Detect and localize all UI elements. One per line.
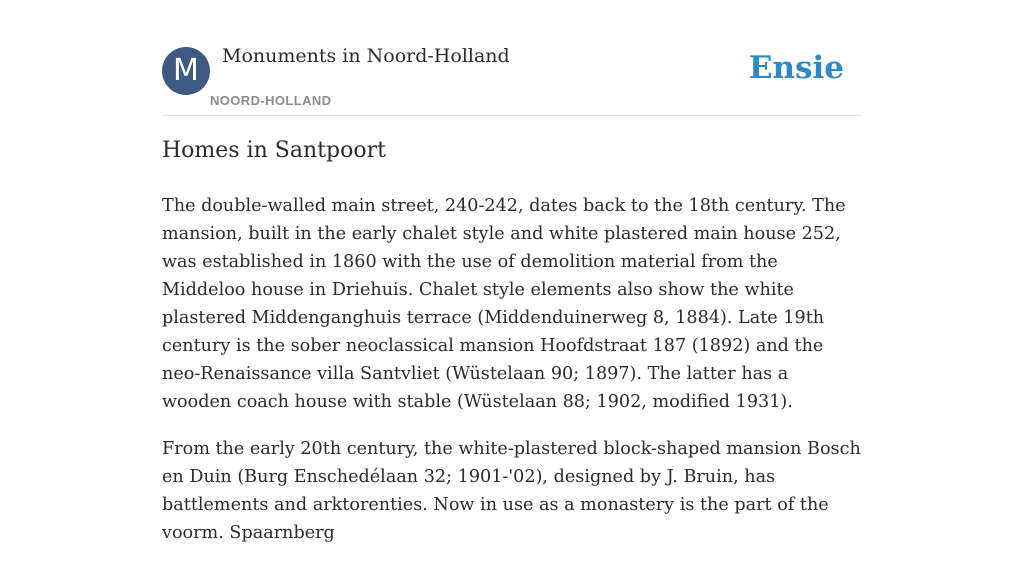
ensie-logo[interactable]: Ensie (748, 50, 844, 86)
avatar[interactable]: M (162, 47, 210, 95)
article-body (162, 192, 862, 566)
article-title: Homes in Santpoort (162, 138, 386, 163)
paragraph-2: From the early 20th century, the white-plastered block-shaped mansion Bosch en Duin (Burg Enschedélaan 32; 1901-'02), designed by J. Bruin, has battlements and arktorenties. Now in use as a monastery is the part of the voorm. Spaarnberg (162, 439, 861, 543)
site-title[interactable]: Monuments in Noord-Holland (222, 45, 510, 67)
paragraph-1: The double-walled main street, 240-242, dates back to the 18th century. The mansion, built in the early chalet style and white plastered main house 252, was established in 1860 with the use of demolition material from the Middeloo house in Driehuis. Chalet style elements also show the white plastered Middenganghuis terrace (Middenduinerweg 8, 1884). Late 19th century is the sober neoclassical mansion Hoofdstraat 187 (1892) and the neo-Renaissance villa Santvliet (Wüstelaan 90; 1897). The latter has a wooden coach house with stable (Wüstelaan 88; 1902, modified 1931). (162, 196, 846, 412)
header (162, 40, 862, 116)
category-label[interactable]: NOORD-HOLLAND (210, 93, 332, 108)
